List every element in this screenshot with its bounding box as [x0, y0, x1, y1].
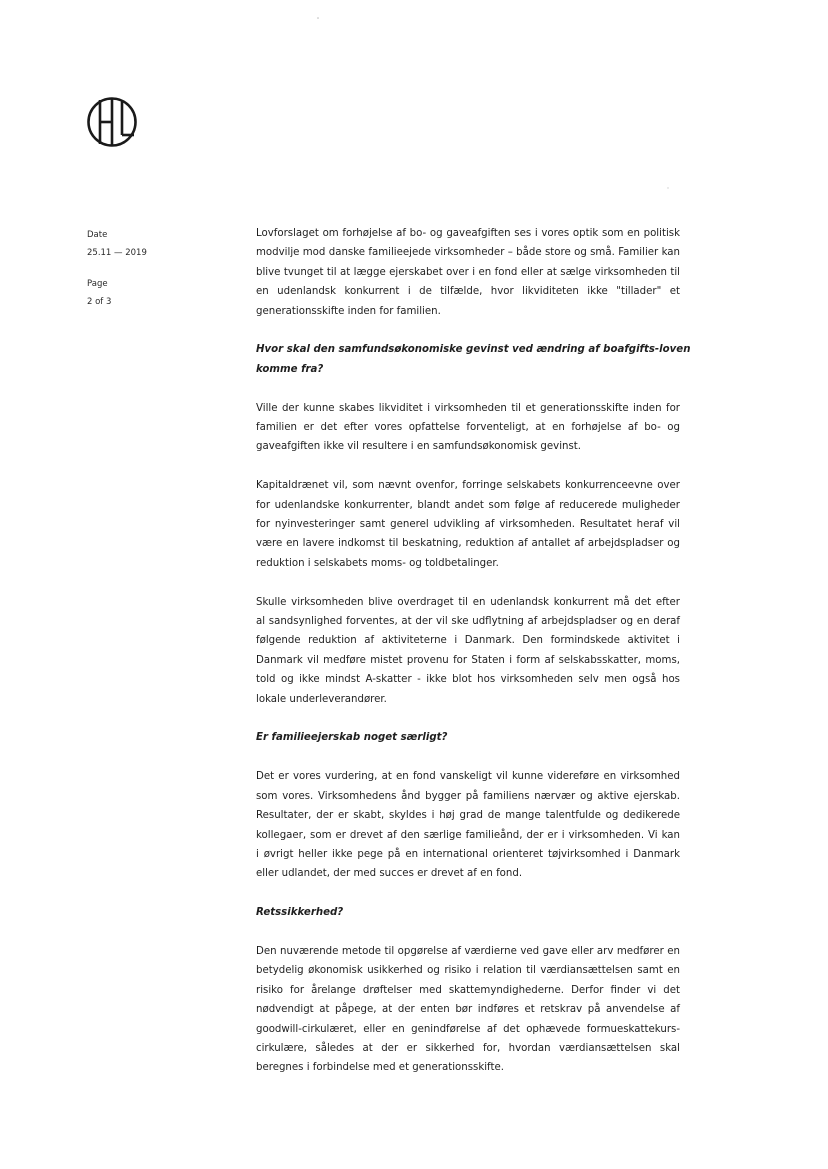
text-line: blive tvunget til at lægge ejerskabet over i en fond eller at sælge virksomheden til — [256, 266, 680, 278]
text-line: Ville der kunne skabes likviditet i virksomheden til et generationsskifte inden for — [256, 402, 680, 414]
text-line: kollegaer, som er drevet af den særlige familieånd, der er i virksomheden. Vi kan — [256, 829, 680, 841]
text-line: for nyinvesteringer samt generel udvikling af virksomheden. Resultatet heraf vil — [256, 519, 680, 531]
text-line: eller udlandet, der med succes er drevet af en fond. — [256, 868, 523, 880]
text-line: Danmark vil medføre mistet provenu for Staten i form af selskabsskatter, moms, — [256, 654, 680, 666]
text-line: Resultater, der er skabt, skyldes i høj grad de mange talentfulde og dedikerede — [256, 810, 680, 822]
text-line: cirkulære, således at der er sikkerhed for, hvordan værdiansættelsen skal — [256, 1042, 680, 1054]
text-line: lokale underleverandører. — [256, 693, 387, 705]
body-paragraph — [256, 942, 680, 1078]
date-value: 25.11 — 2019 — [87, 247, 147, 258]
page-label: Page — [87, 279, 108, 289]
text-line: Lovforslaget om forhøjelse af bo- og gaveafgiften ses i vores optik som en politisk — [256, 228, 680, 239]
text-line: beregnes i forbindelse med et generationsskifte. — [256, 1062, 504, 1074]
text-line: være en lavere indkomst til beskatning, reduktion af antallet af arbejdspladser og — [256, 538, 680, 550]
document-meta — [87, 227, 207, 311]
text-line: Hvor skal den samfundsøkonomiske gevinst ved ændring af boafgifts-loven — [256, 344, 691, 356]
body-paragraph — [256, 399, 680, 457]
text-line: Den nuværende metode til opgørelse af værdierne ved gave eller arv medfører en — [256, 945, 680, 957]
text-line: følgende reduktion af aktiviteterne i Danmark. Den formindskede aktivitet i — [256, 635, 680, 647]
text-line: Retssikkerhed? — [256, 907, 344, 919]
text-line: en udenlandsk konkurrent i de tilfælde, hvor likviditeten ikke "tillader" et — [256, 286, 680, 298]
text-line: for udenlandske konkurrenter, blandt andet som følge af reducerede muligheder — [256, 499, 680, 511]
body-paragraph — [256, 476, 680, 573]
text-line: reduktion i selskabets moms- og toldbetalinger. — [256, 557, 499, 569]
text-line: al sandsynlighed forventes, at der vil ske udflytning af arbejdspladser og en deraf — [256, 616, 680, 628]
text-line: Skulle virksomheden blive overdraget til en udenlandsk konkurrent må det efter — [256, 596, 680, 608]
text-line: Er familieejerskab noget særligt? — [256, 732, 448, 744]
page-value: 2 of 3 — [87, 296, 112, 307]
text-line: generationsskifte inden for familien. — [256, 305, 441, 317]
text-line: goodwill-cirkulæret, eller en genindførelse af det ophævede formueskattekurs- — [256, 1023, 680, 1035]
body-paragraph — [256, 767, 680, 883]
body-paragraph — [256, 593, 680, 709]
date-label: Date — [87, 230, 108, 240]
text-line: komme fra? — [256, 363, 324, 375]
document-body — [256, 224, 691, 1097]
section-heading — [256, 728, 680, 747]
body-paragraph — [256, 224, 680, 321]
text-line: familien er det efter vores opfattelse forventeligt, at en forhøjelse af bo- og — [256, 422, 680, 434]
company-logo-icon — [86, 96, 138, 148]
section-heading — [256, 903, 680, 922]
text-line: nødvendigt at påpege, at der enten bør indføres et retskrav på anvendelse af — [256, 1004, 680, 1016]
text-line: Det er vores vurdering, at en fond vanskeligt vil kunne videreføre en virksomhed — [256, 771, 680, 783]
text-line: betydelig økonomisk usikkerhed og risiko i relation til værdiansættelsen samt en — [256, 965, 680, 977]
text-line: told og ikke mindst A-skatter - ikke blot hos virksomheden selv men også hos — [256, 674, 680, 686]
text-line: risiko for årelange drøftelser med skattemyndighederne. Derfor finder vi det — [256, 984, 680, 996]
text-line: gaveafgiften ikke vil resultere i en samfundsøkonomisk gevinst. — [256, 441, 582, 453]
text-line: som vores. Virksomhedens ånd bygger på familiens nærvær og aktive ejerskab. — [256, 790, 680, 802]
section-heading — [256, 340, 691, 379]
text-line: modvilje mod danske familieejede virksomheder – både store og små. Familier kan — [256, 247, 680, 259]
text-line: Kapitaldrænet vil, som nævnt ovenfor, forringe selskabets konkurrenceevne over — [256, 480, 680, 492]
text-line: i øvrigt heller ikke pege på en international orienteret tøjvirksomhed i Danmark — [256, 848, 680, 860]
